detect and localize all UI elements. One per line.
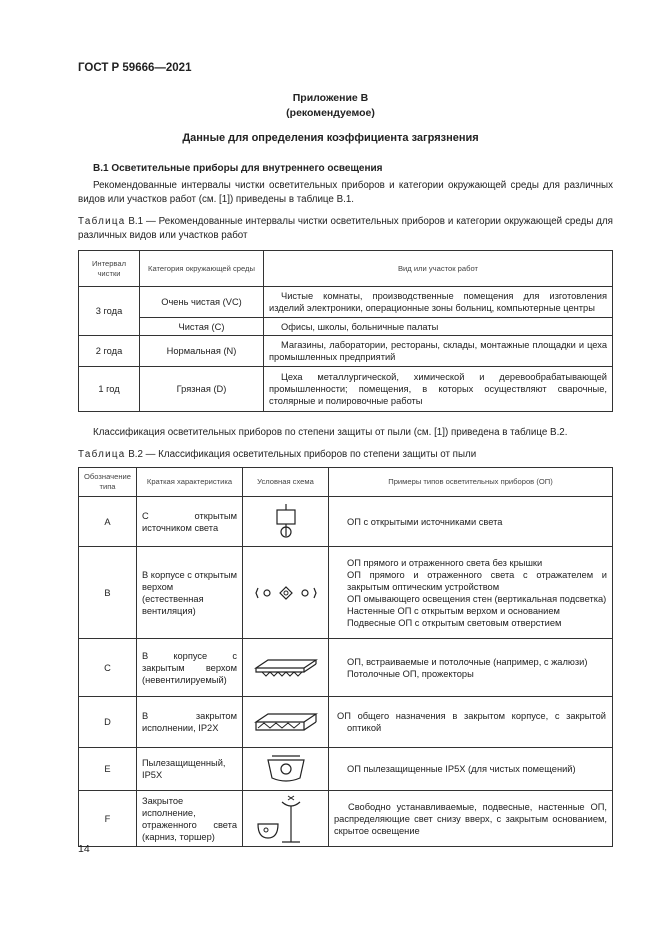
table2-type: F (79, 791, 137, 847)
table2-examples: ОП общего назначения в закрытом корпусе, с закрытой оптикой (329, 697, 613, 748)
table2-scheme (243, 697, 329, 748)
table2-scheme (243, 748, 329, 791)
table2-type: E (79, 748, 137, 791)
page-number: 14 (78, 843, 90, 855)
table2-examples: ОП, встраиваемые и потолочные (например, с жалюзи) Потолочные ОП, прожекторы (329, 639, 613, 697)
table2-type: C (79, 639, 137, 697)
table2-desc: Пылезащищенный, IP5X (137, 748, 243, 791)
table2-examples: ОП пылезащищенные IP5X (для чистых помещений) (329, 748, 613, 791)
table1-header-category: Категория окружающей среды (140, 251, 264, 287)
table2-scheme (243, 639, 329, 697)
table1-caption-word: Таблица (78, 216, 126, 227)
open-top-lamp-icon (254, 585, 318, 601)
appendix-heading: Данные для определения коэффициента загрязнения (182, 132, 479, 144)
table2-desc: В закрытом исполнении, IP2X (137, 697, 243, 748)
table1-header-interval: Интервал чистки (79, 251, 140, 287)
table-1 (78, 250, 613, 412)
table1-work: Магазины, лаборатории, рестораны, склады, монтажные площадки и цеха промышленных предприятий (264, 336, 613, 367)
table1-category: Грязная (D) (140, 367, 264, 412)
appendix-title: Приложение В (292, 92, 369, 104)
closed-lamp-icon (254, 710, 318, 734)
table1-interval: 1 год (79, 367, 140, 412)
table2-desc: В корпусе с закрытым верхом (невентилируемый) (137, 639, 243, 697)
table2-desc: В корпусе с открытым верхом (естественная вентиляция) (137, 547, 243, 639)
table2-caption-word: Таблица (78, 449, 126, 460)
table2-caption (78, 448, 613, 462)
table2-examples: Свободно устанавливаемые, подвесные, настенные ОП, распределяющие свет снизу вверх, с закрытым основанием, скрытое освещение (329, 791, 613, 847)
table2-header-scheme: Условная схема (243, 468, 329, 497)
table2-header-desc: Краткая характеристика (137, 468, 243, 497)
table1-category: Нормальная (N) (140, 336, 264, 367)
table2-header-type: Обозначение типа (79, 468, 137, 497)
between-paragraph: Классификация осветительных приборов по степени защиты от пыли (см. [1]) приведена в таблице В.2. (93, 427, 568, 438)
table1-category: Очень чистая (VC) (140, 287, 264, 318)
appendix-subtitle: (рекомендуемое) (286, 107, 375, 119)
table2-examples: ОП прямого и отраженного света без крышки ОП прямого и отраженного света с отражателем и закрытым оптическим устройством ОП омывающего освещения стен (вертикальная подсветка) Настенные ОП с открытым верхом и основанием Подвесные ОП с открытым световым отверстием (329, 547, 613, 639)
table2-scheme (243, 791, 329, 847)
table1-work: Офисы, школы, больничные палаты (264, 318, 613, 336)
table2-header-examples: Примеры типов осветительных приборов (ОП) (329, 468, 613, 497)
table1-work: Чистые комнаты, производственные помещения для изготовления изделий электроники, операционные зоны больниц, компьютерные центры (264, 287, 613, 318)
section-title: В.1 Осветительные приборы для внутреннего освещения (93, 163, 383, 174)
table2-caption-text: В.2 — Классификация осветительных приборов по степени защиты от пыли (125, 449, 477, 460)
table2-scheme (243, 547, 329, 639)
table2-type: B (79, 547, 137, 639)
table1-work: Цеха металлургической, химической и деревообрабатывающей промышленности; помещения, в которых осуществляют сварочные, столярные и полировочные работы (264, 367, 613, 412)
table2-scheme (243, 497, 329, 547)
table1-category: Чистая (С) (140, 318, 264, 336)
table-2 (78, 467, 613, 847)
table2-desc: Закрытое исполнение, отраженного света (карниз, торшер) (137, 791, 243, 847)
section-paragraph: Рекомендованные интервалы чистки осветительных приборов и категории окружающей среды для различных видов или участков работ (см. [1]) приведены в таблице В.1. (78, 180, 613, 205)
dustproof-lamp-icon (264, 754, 308, 784)
document-id: ГОСТ Р 59666—2021 (78, 62, 192, 74)
table2-type: D (79, 697, 137, 748)
table1-interval: 3 года (79, 287, 140, 336)
table2-examples: ОП с открытыми источниками света (329, 497, 613, 547)
table1-interval: 2 года (79, 336, 140, 367)
table1-caption (78, 215, 613, 242)
table2-type: A (79, 497, 137, 547)
closed-top-lamp-icon (254, 656, 318, 680)
table1-caption-text: В.1 — Рекомендованные интервалы чистки осветительных приборов и категории окружающей среды для различных видов или участков работ (78, 216, 613, 241)
table2-desc: С открытым источником света (137, 497, 243, 547)
open-lamp-icon (271, 504, 301, 540)
floor-lamp-icon (256, 794, 316, 844)
table1-header-work: Вид или участок работ (264, 251, 613, 287)
